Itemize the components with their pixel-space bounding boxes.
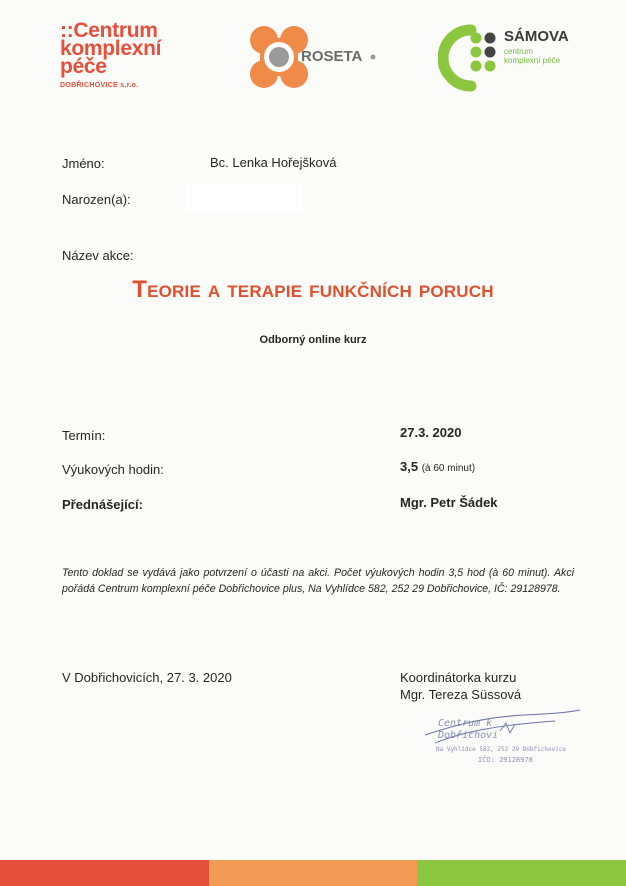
course-title <box>0 276 626 304</box>
hours-value <box>400 459 475 474</box>
centrum-logo-sub: DOBŘICHOVICE s.r.o. <box>60 82 139 89</box>
samova-logo-sub2: komplexní péče <box>504 56 561 65</box>
course-title-text: Teorie a terapie funkčních poruch <box>132 276 494 303</box>
samova-logo-sub1: centrum <box>504 47 533 56</box>
bottom-color-bar <box>0 860 626 886</box>
hours-number: 3,5 <box>400 459 419 474</box>
date-value: 27.3. 2020 <box>400 425 462 440</box>
name-label: Jméno: <box>62 156 105 171</box>
centrum-logo <box>60 19 180 89</box>
centrum-logo-line1: ::Centrum <box>60 19 158 42</box>
signature-scribble <box>405 705 590 750</box>
birth-value-redacted <box>185 184 303 212</box>
centrum-logo-line2: komplexní <box>60 37 162 60</box>
course-subtitle: Odborný online kurz <box>259 334 367 346</box>
stamp-line2: Dobřichovi <box>438 730 499 741</box>
birth-label: Narozen(a): <box>62 192 131 207</box>
lecturer-value: Mgr. Petr Šádek <box>400 495 498 510</box>
event-name-label: Název akce: <box>62 248 134 263</box>
roseta-logo <box>246 24 386 94</box>
coordinator-name: Mgr. Tereza Süssová <box>400 687 522 702</box>
bar-green <box>417 860 626 886</box>
hours-label: Výukových hodin: <box>62 462 164 477</box>
roseta-logo-text: ROSETA <box>301 48 363 65</box>
stamp-line3: Na Vyhlídce 582, 252 29 Dobřichovice <box>436 746 567 753</box>
centrum-logo-line3: péče <box>60 55 107 78</box>
coordinator-role: Koordinátorka kurzu <box>400 670 517 685</box>
bar-orange <box>209 860 418 886</box>
lecturer-label: Přednášející: <box>62 497 143 512</box>
stamp-line1: Centrum k <box>438 718 493 729</box>
place-date: V Dobřichovicích, 27. 3. 2020 <box>62 670 232 685</box>
confirmation-text: Tento doklad se vydává jako potvrzení o účasti na akci. Počet výukových hodin 3,5 hod (à 60 minut). Akci pořádá Centrum komplexní péče Dobřichovice plus, Na Vyhlídce 582, 252 29 Dobřichovice, IČ: 29128978. <box>62 567 574 595</box>
samova-logo <box>438 24 588 94</box>
samova-logo-sub <box>504 47 560 65</box>
hours-note: (à 60 minut) <box>421 463 476 474</box>
name-value: Bc. Lenka Hořejšková <box>210 155 337 170</box>
samova-dots-icon <box>438 24 508 94</box>
samova-logo-text: SÁMOVA <box>504 28 569 45</box>
bar-red <box>0 860 209 886</box>
date-label: Termín: <box>62 428 106 443</box>
stamp-line4: IČO: 29128978 <box>478 756 533 764</box>
